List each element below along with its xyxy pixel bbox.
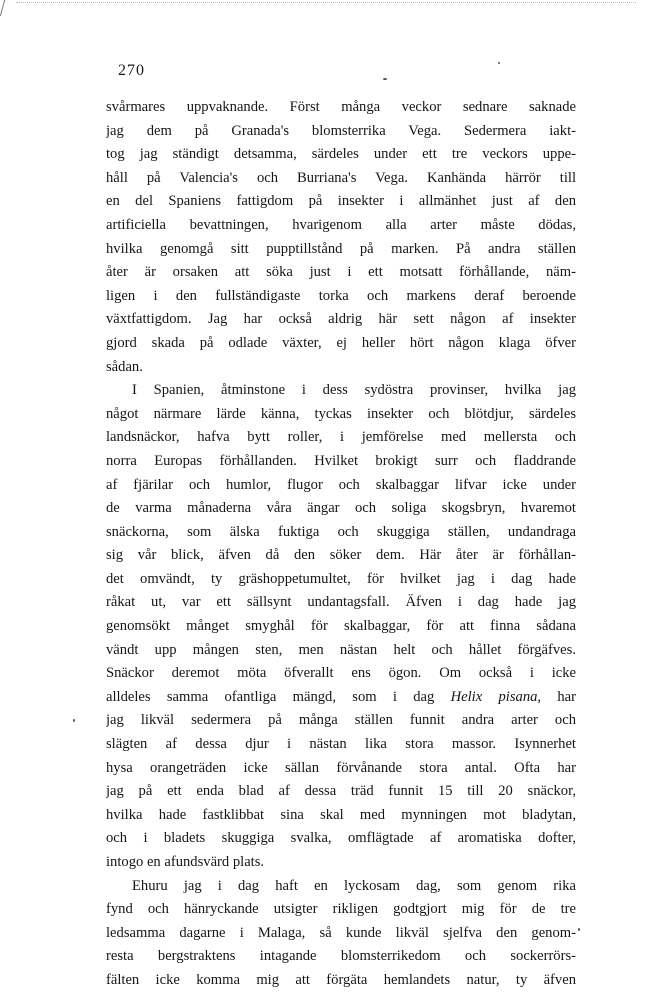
print-speck [578,928,580,931]
text-line: jag på ett enda blad af dessa träd funnit 15 till 20 snäckor, [106,783,576,800]
text-line: fynd och hänryckande utsigter rikligen godtgjort mig för de tre [106,901,576,918]
text-line: vändt upp mången sten, men nästan helt och hållet förgäfves. [106,641,576,658]
text-line: snäckorna, som älska fuktiga och skuggiga ställen, undandraga [106,523,576,540]
text-line: slägten af dessa djur i nästan lika stora massor. Isynnerhet [106,736,576,753]
text-line: ledsamma dagarne i Malaga, så kunde likväl sjelfva den genom- [106,924,576,941]
text-line: hvilka hade fastklibbat sina skal med mynningen mot bladytan, [106,806,576,823]
text-line: fälten icke komma mig att förgäta hemlandets natur, ty äfven [106,971,576,988]
text-line: och i bladets skuggiga svalka, omflägtade af aromatiska dofter, [106,830,576,847]
body-text [106,96,576,993]
print-speck [73,719,75,722]
text-line [106,686,576,710]
text-line: af fjärilar och humlor, flugor och skalbaggar lifvar icke under [106,476,576,493]
text-line: något närmare lärde känna, tyckas insekter och blötdjur, särdeles [106,405,576,422]
text-line: norra Europas förhållanden. Hvilket brokigt surr och fladdrande [106,452,576,469]
text-line: resta bergstraktens intagande blomsterrikedom och sockerrörs- [106,948,576,965]
text-line: hysa orangeträden icke sällan förvånande stora antal. Ofta har [106,759,576,776]
text-line: växtfattigdom. Jag har också aldrig här sett någon af insekter [106,311,576,328]
text-line: ligen i den fullständigaste torka och markens deraf beroende [106,287,576,304]
text-segment: alldeles samma ofantliga mängd, som i dag [106,688,451,705]
text-line: håll på Valencia's och Burriana's Vega. Kanhända härrör till [106,169,576,186]
text-line: jag dem på Granada's blomsterrika Vega. Sedermera iakt- [106,122,576,139]
text-line: tog jag ständigt detsamma, särdeles under ett tre veckors uppe- [106,146,576,163]
corner-mark [0,0,11,16]
text-line: jag likväl sedermera på många ställen funnit andra arter och [106,712,576,729]
text-segment: har [541,688,576,705]
text-line: I Spanien, åtminstone i dess sydöstra provinser, hvilka jag [132,382,576,399]
text-line: Ehuru jag i dag haft en lyckosam dag, som genom rika [132,877,576,894]
text-line: hvilka genomgå sitt pupptillstånd på marken. På andra ställen [106,240,576,257]
text-line: Snäckor deremot möta öfverallt ens ögon. Om också i icke [106,665,576,682]
page-edge-rule [16,2,636,3]
text-line: en del Spaniens fattigdom på insekter i allmänhet just af den [106,193,576,210]
text-line: landsnäckor, hafva bytt roller, i jemförelse med mellersta och [106,429,576,446]
species-name: Helix pisana, [450,688,542,705]
text-line: råkat ut, var ett sällsynt undantagsfall. Äfven i dag hade jag [106,594,576,611]
text-line: genomsökt månget smyghål för skalbaggar, för att finna sådana [106,618,576,635]
page-number: 270 [118,62,145,79]
text-line: gjord skada på odlade växter, ej heller hört någon klaga öfver [106,334,576,351]
text-line: åter är orsaken att söka just i ett motsatt förhållande, näm- [106,264,576,281]
text-line: intogo en afundsvärd plats. [106,854,265,870]
print-speck [383,78,387,80]
text-line: svårmares uppvaknande. Först många veckor sednare saknade [106,99,576,115]
print-speck [498,62,500,64]
text-line: de varma månaderna våra ängar och soliga skogsbryn, hvaremot [106,500,576,517]
text-line: sig vår blick, äfven då den söker dem. Här åter är förhållan- [106,547,576,564]
text-line: artificiella bevattningen, hvarigenom alla arter måste dödas, [106,216,576,233]
text-line: sådan. [106,358,143,375]
text-line: det omvändt, ty gräshoppetumultet, för hvilket jag i dag hade [106,570,576,587]
